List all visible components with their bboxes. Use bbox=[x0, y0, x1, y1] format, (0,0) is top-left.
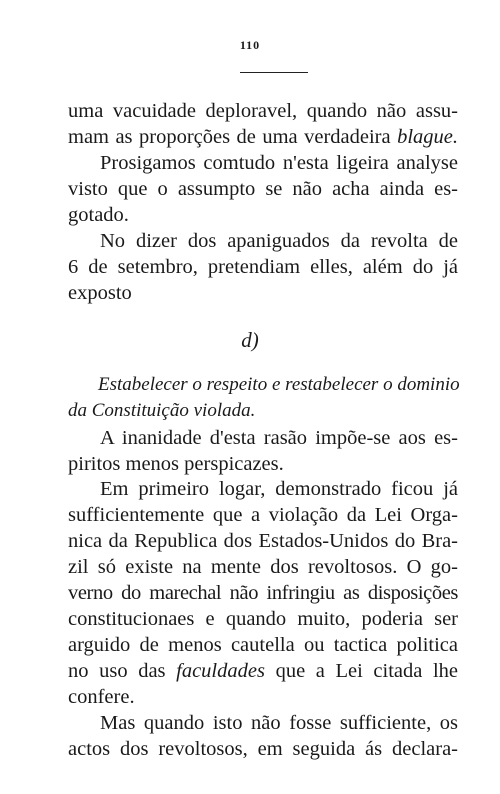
text-line: visto que o assumpto se não acha ainda es- bbox=[68, 178, 458, 200]
text-line: No dizer dos apaniguados da revolta de bbox=[100, 230, 458, 252]
text-line: Estabelecer o respeito e restabelecer o dominio bbox=[98, 374, 460, 395]
text-line: piritos menos perspicazes. bbox=[68, 453, 284, 475]
text-line: actos dos revoltosos, em seguida ás declara- bbox=[68, 738, 458, 760]
text-line: gotado. bbox=[68, 204, 129, 226]
text-line: constitucionaes e quando muito, poderia ser bbox=[68, 608, 458, 630]
text-span: mam as proporções de uma verdadeira bbox=[68, 126, 398, 148]
italic-word: blague. bbox=[397, 126, 458, 148]
text-line: arguido de menos cautella ou tactica politica bbox=[68, 634, 458, 656]
text-line: zil só existe na mente dos revoltosos. O go- bbox=[68, 556, 458, 578]
header-rule bbox=[240, 72, 308, 73]
text-line: verno do marechal não infringiu as disposições bbox=[68, 582, 458, 604]
section-heading: d) bbox=[241, 328, 259, 352]
italic-word: faculdades bbox=[176, 660, 265, 682]
text-line: Mas quando isto não fosse sufficiente, os bbox=[100, 712, 458, 734]
text-line: da Constituição violada. bbox=[68, 400, 256, 421]
text-line: sufficientemente que a violação da Lei Orga- bbox=[68, 504, 458, 526]
page-number: 110 bbox=[239, 38, 261, 52]
text-line bbox=[68, 124, 458, 150]
text-line bbox=[68, 658, 458, 684]
text-span: no uso das bbox=[68, 660, 177, 682]
text-line: uma vacuidade deploravel, quando não assu- bbox=[68, 100, 458, 122]
text-line: A inanidade d'esta rasão impõe-se aos es- bbox=[100, 427, 458, 449]
text-line: confere. bbox=[68, 686, 135, 708]
text-line: 6 de setembro, pretendiam elles, além do já bbox=[68, 256, 458, 278]
text-line: Prosigamos comtudo n'esta ligeira analyse bbox=[100, 152, 458, 174]
text-line: nica da Republica dos Estados-Unidos do Bra- bbox=[68, 530, 458, 552]
text-line: exposto bbox=[68, 282, 132, 304]
text-line: Em primeiro logar, demonstrado ficou já bbox=[100, 478, 458, 500]
text-span: que a Lei citada lhe bbox=[264, 660, 459, 682]
